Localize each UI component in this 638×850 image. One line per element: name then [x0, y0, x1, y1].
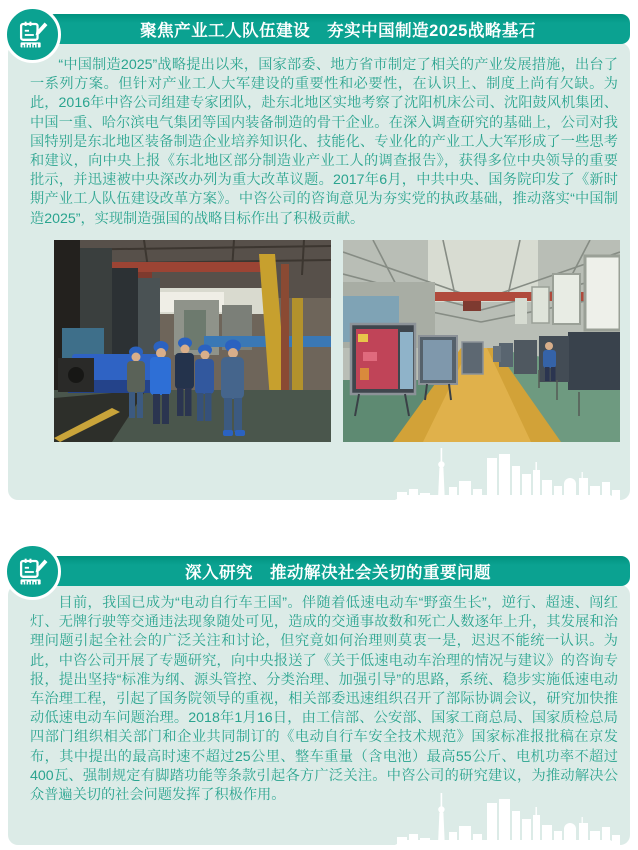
city-skyline-silhouette [395, 791, 620, 845]
city-skyline-silhouette [395, 446, 620, 500]
section-2-title: 深入研究 推动解决社会关切的重要问题 [185, 564, 491, 582]
section-1-paragraph: “中国制造2025”战略提出以来，国家部委、地方省市制定了相关的产业发展措施，出台了一系列方案。但针对产业工人大军建设的重要性和必要性，在认识上、制度上尚有欠缺。为此，2016年中咨公司组建专家团队，赴东北地区实地考察了沈阳机床公司、沈阳鼓风机集团、中国一重、哈尔滨电气集团等国内装备制造的骨干企业。在深入调查研究的基础上，公司对我国特别是东北地区装备制造企业培养知识化、技能化、专业化的产业工人大军形成了一些思考和建议，向中央上报《东北地区部分制造业产业工人的调查报告》，获得多位中央领导的重要批示，并迅速被中央深改办列为重大改革议题。2017年6月，中共中央、国务院印发了《新时期产业工人队伍建设改革方案》。中咨公司的咨询意见为夯实党的执政基础，推动落实“中国制造2025”，实现制造强国的战略目标作出了积极贡献。 [30, 57, 618, 227]
section-2-paragraph: 目前，我国已成为“电动自行车王国”。伴随着低速电动车“野蛮生长”，逆行、超速、闯红灯、无牌行驶等交通违法现象随处可见，造成的交通事故数和死亡人数逐年上升，其发展和治理问题引起全社会的广泛关注和讨论，但究竟如何治理则莫衷一是，迟迟不能统一认识。为此，中咨公司开展了专题研究，向中央报送了《关于低速电动车治理的情况与建议》的咨询专报，提出坚持“标准为纲、源头管控、分类治理、加强引导”的思路，系统、稳步实施低速电动车治理工程，引起了国务院领导的重视，相关部委迅速组织召开了部际协调会议，研究加快推动低速电动车问题治理。2018年1月16日，由工信部、公安部、国家工商总局、国家质检总局四部门组织相关部门和企业共同制订的《电动自行车安全技术规范》国家标准报批稿在京发布，其中提出的最高时速不超过25公里、整车重量（含电池）最高55公斤、电机功率不超过400瓦、强制规定有脚踏功能等条款引起各方广泛关注。中咨公司的研究建议，为推动解决公众普遍关切的社会问题发挥了积极作用。 [30, 595, 618, 804]
workshop-aisle-photo [343, 240, 620, 442]
notebook-pencil-ruler-icon [4, 6, 61, 63]
photo-row [54, 240, 620, 442]
section-card-social-issues [8, 556, 630, 845]
notebook-pencil-ruler-icon [4, 543, 61, 600]
section-1-title: 聚焦产业工人队伍建设 夯实中国制造2025战略基石 [140, 22, 536, 40]
factory-visit-photo [54, 240, 331, 442]
section-card-industrial-workers [8, 14, 630, 500]
section-1-body [8, 43, 630, 500]
section-2-header-bar [46, 556, 630, 586]
section-1-header-bar [46, 14, 630, 44]
section-2-body [8, 585, 630, 845]
